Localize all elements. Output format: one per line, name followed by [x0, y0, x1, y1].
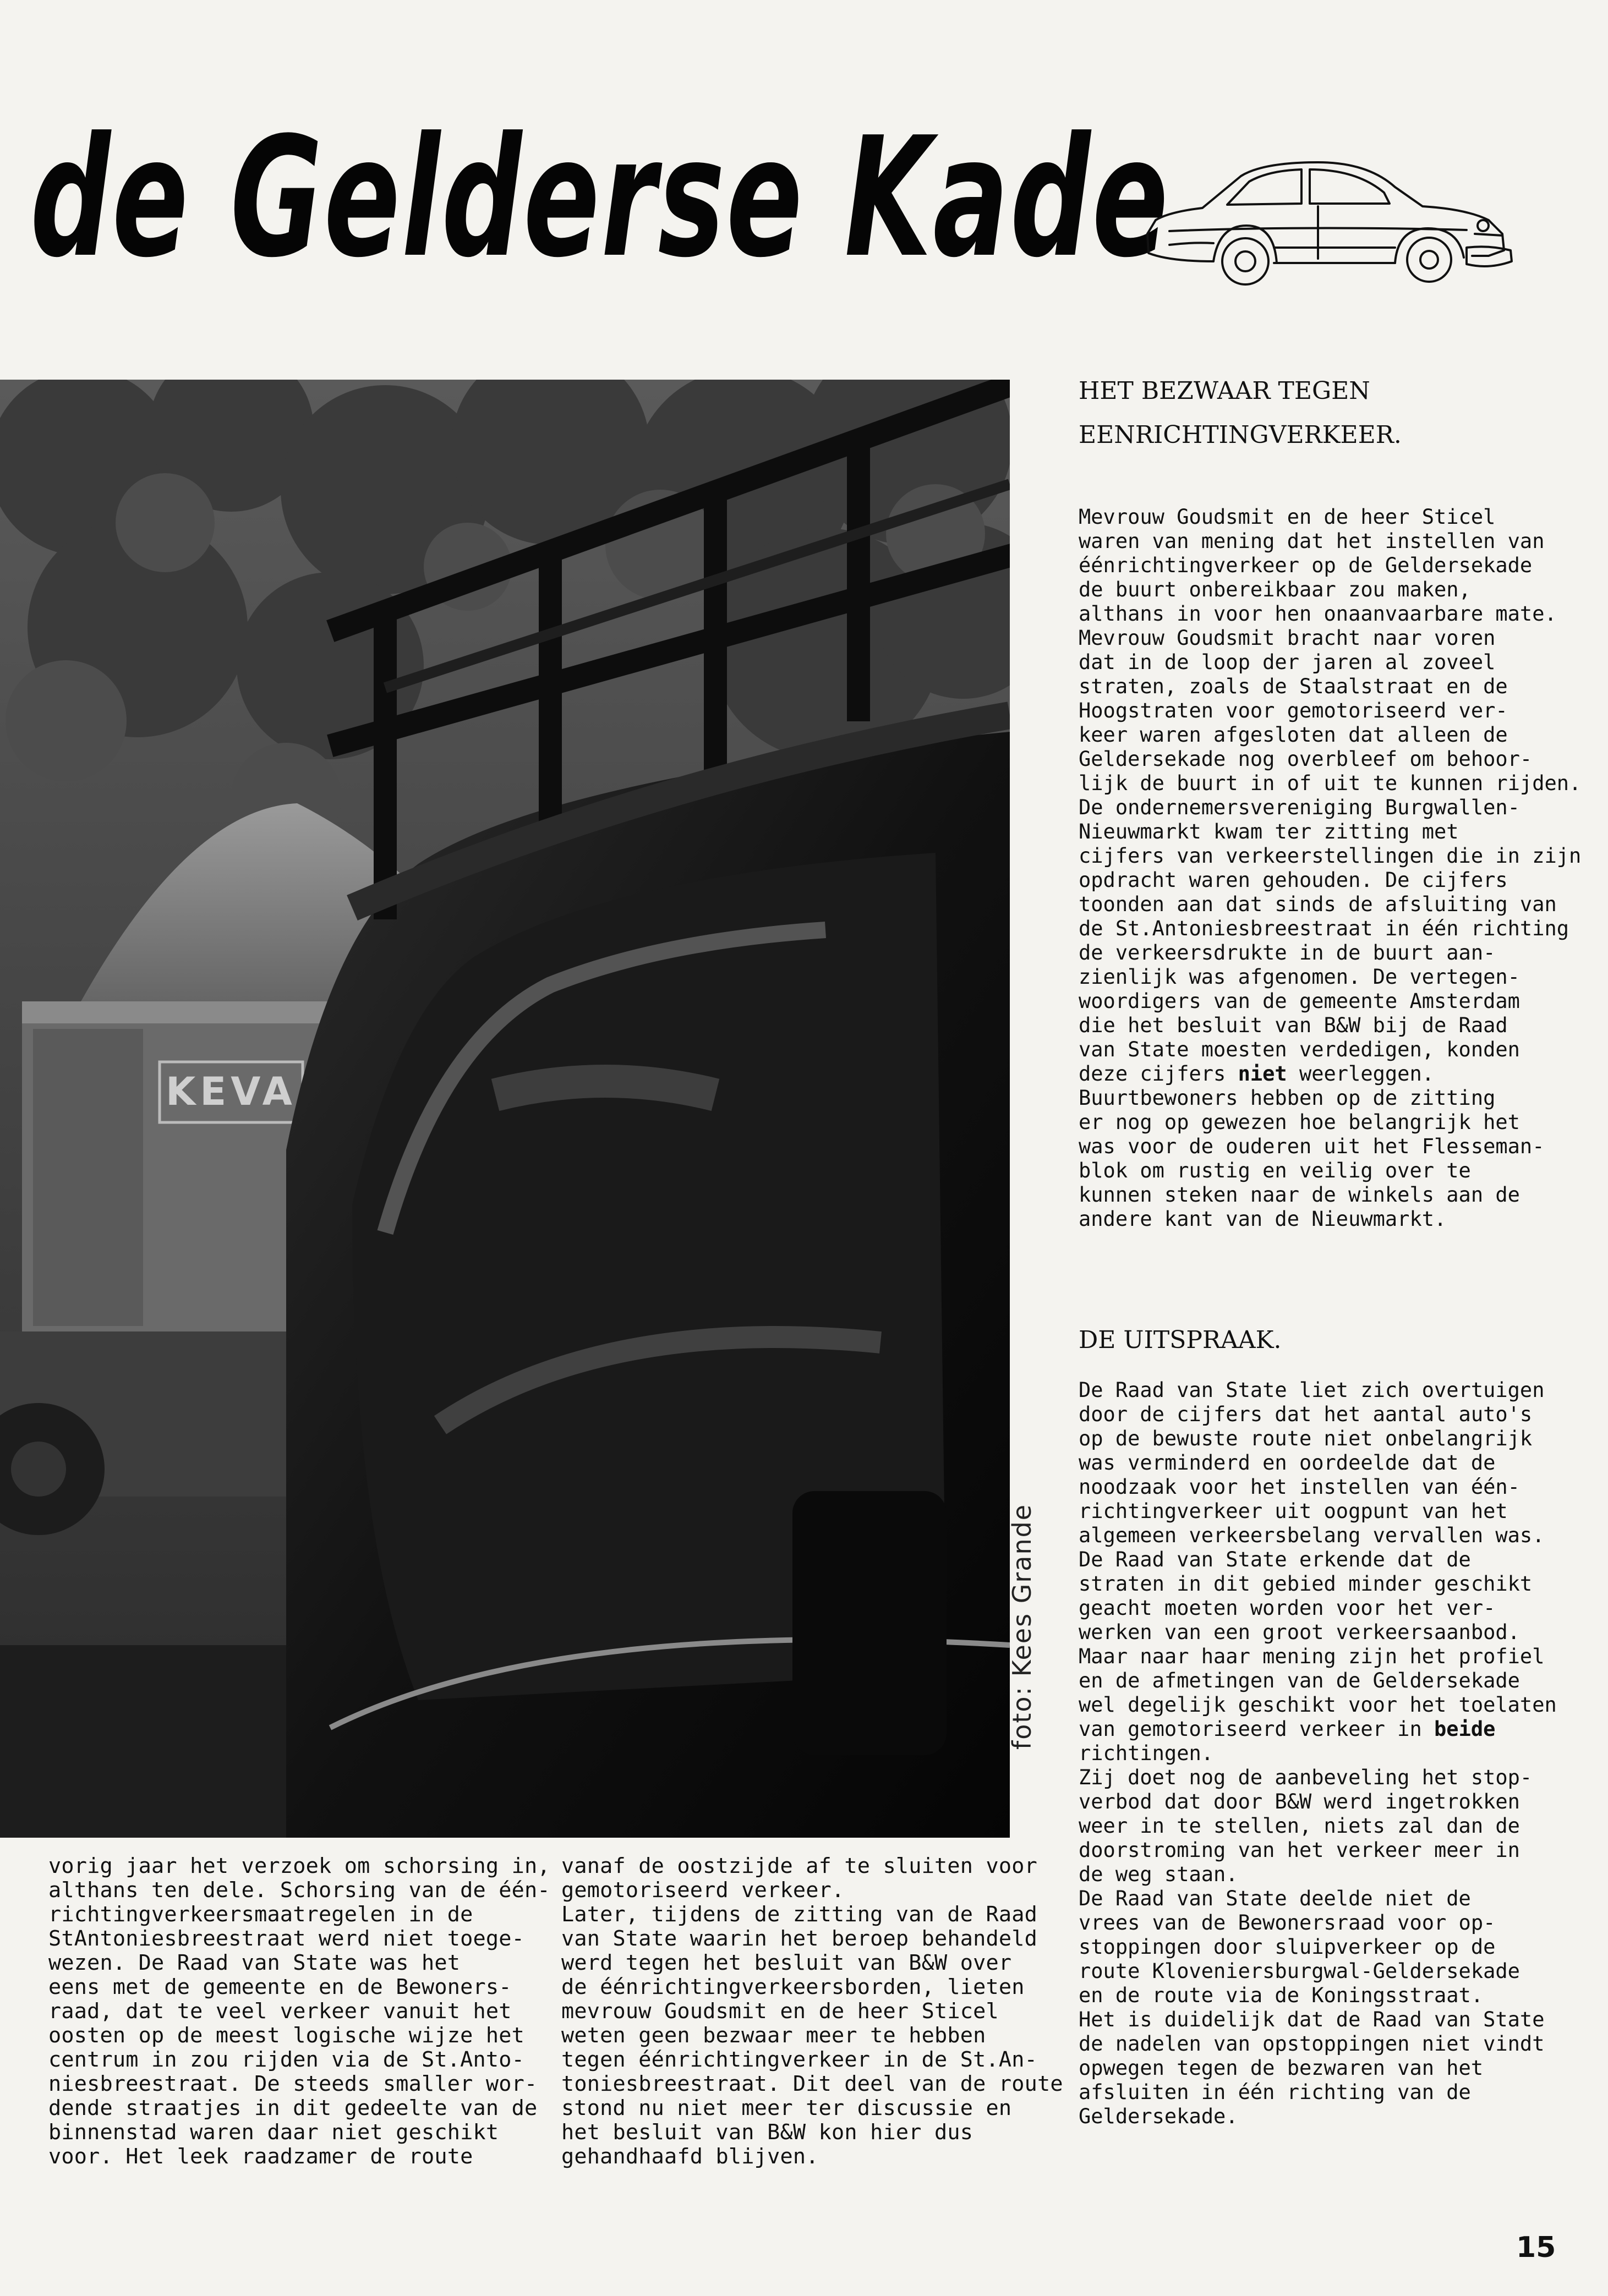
- objection-paragraph: [1079, 505, 1581, 1231]
- objection-emphasis: niet: [1238, 1062, 1287, 1086]
- ruling-text-part2: richtingen. Zij doet nog de aanbeveling het stop- verbod dat door B&W werd ingetrokken weer in te stellen, niets zal dan de doorstroming van het verkeer meer in de weg staan. De Raad van State deelde niet de vrees van de Bewonersraad voor op- stoppingen door sluipverkeer op de route Kloveniersburgwal-Geldersekade en de route via de Koningsstraat. Het is duidelijk dat de Raad van State de nadelen van opstoppingen niet vindt opwegen tegen de bezwaren van het afsluiten in één richting van de Geldersekade.: [1079, 1741, 1545, 2128]
- section-heading-ruling: DE UITSPRAAK.: [1079, 1326, 1282, 1354]
- middle-column-paragraph: vanaf de oostzijde af te sluiten voor gemotoriseerd verkeer. Later, tijdens de zitting van de Raad van State waarin het beroep behandeld werd tegen het besluit van B&W over de éénrichtingverkeersborden, lieten mevrouw Goudsmit en de heer Sticel weten geen bezwaar meer te hebben tegen éénrichtingverkeer in de St.An- toniesbreestraat. Dit deel van de route stond nu niet meer ter discussie en het besluit van B&W kon hier dus gehandhaafd blijven.: [561, 1854, 1063, 2169]
- ruling-text-part1: De Raad van State liet zich overtuigen door de cijfers dat het aantal auto's op de bewuste route niet onbelangrijk was verminderd en oordeelde dat de noodzaak voor het instellen van één- richtingverkeer uit oogpunt van het algemeen verkeersbelang vervallen was. De Raad van State erkende dat de straten in dit gebied minder geschikt geacht moeten worden voor het ver- werken van een groot verkeersaanbod. Maar naar haar mening zijn het profiel en de afmetingen van de Geldersekade wel degelijk geschikt voor het toelaten van gemotoriseerd verkeer in: [1079, 1378, 1557, 1741]
- objection-text-part1: Mevrouw Goudsmit en de heer Sticel waren van mening dat het instellen van éénrichtingverkeer op de Geldersekade de buurt onbereikbaar zou maken, althans in voor hen onaanvaarbare mate. Mevrouw Goudsmit bracht naar voren dat in de loop der jaren al zoveel straten, zoals de Staalstraat en de Hoogstraten voor gemotoriseerd ver- keer waren afgesloten dat alleen de Geldersekade nog overbleef om behoor- lijk de buurt in of uit te kunnen rijden. De ondernemersvereniging Burgwallen- Nieuwmarkt kwam ter zitting met cijfers van verkeerstellingen die in zijn opdracht waren gehouden. De cijfers toonden aan dat sinds de afsluiting van de St.Antoniesbreestraat in één richting de verkeersdrukte in de buurt aan- zienlijk was afgenomen. De vertegen- woordigers van de gemeente Amsterdam die het besluit van B&W bij de Raad van State moesten verdedigen, konden deze cijfers: [1079, 505, 1582, 1086]
- truck-sign: KEVA: [166, 1069, 297, 1114]
- street-photo: [0, 380, 1010, 1838]
- section-heading-objection-line1: HET BEZWAAR TEGEN: [1079, 377, 1370, 405]
- ruling-emphasis: beide: [1434, 1717, 1496, 1741]
- left-column-paragraph: vorig jaar het verzoek om schorsing in, althans ten dele. Schorsing van de één- richtingverkeersmaatregelen in de StAntoniesbreestraat werd niet toege- wezen. De Raad van State was het eens met de gemeente en de Bewoners- raad, dat te veel verkeer vanuit het oosten op de meest logische wijze het centrum in zou rijden via de St.Anto- niesbreestraat. De steeds smaller wor- dende straatjes in dit gedeelte van de binnenstad waren daar niet geschikt voor. Het leek raadzamer de route: [48, 1854, 550, 2169]
- section-heading-objection-line2: EENRICHTINGVERKEER.: [1079, 421, 1402, 449]
- car-illustration: [1136, 138, 1516, 314]
- page-number: 15: [1516, 2231, 1556, 2264]
- objection-text-part2: weerleggen. Buurtbewoners hebben op de zitting er nog op gewezen hoe belangrijk het was voor de ouderen uit het Flesseman- blok om rustig en veilig over te kunnen steken naar de winkels aan de andere kant van de Nieuwmarkt.: [1079, 1062, 1545, 1231]
- photo-credit: foto: Kees Grande: [1007, 1503, 1037, 1750]
- ruling-paragraph: [1079, 1378, 1557, 2129]
- article-title: de Gelderse Kade: [30, 102, 1170, 294]
